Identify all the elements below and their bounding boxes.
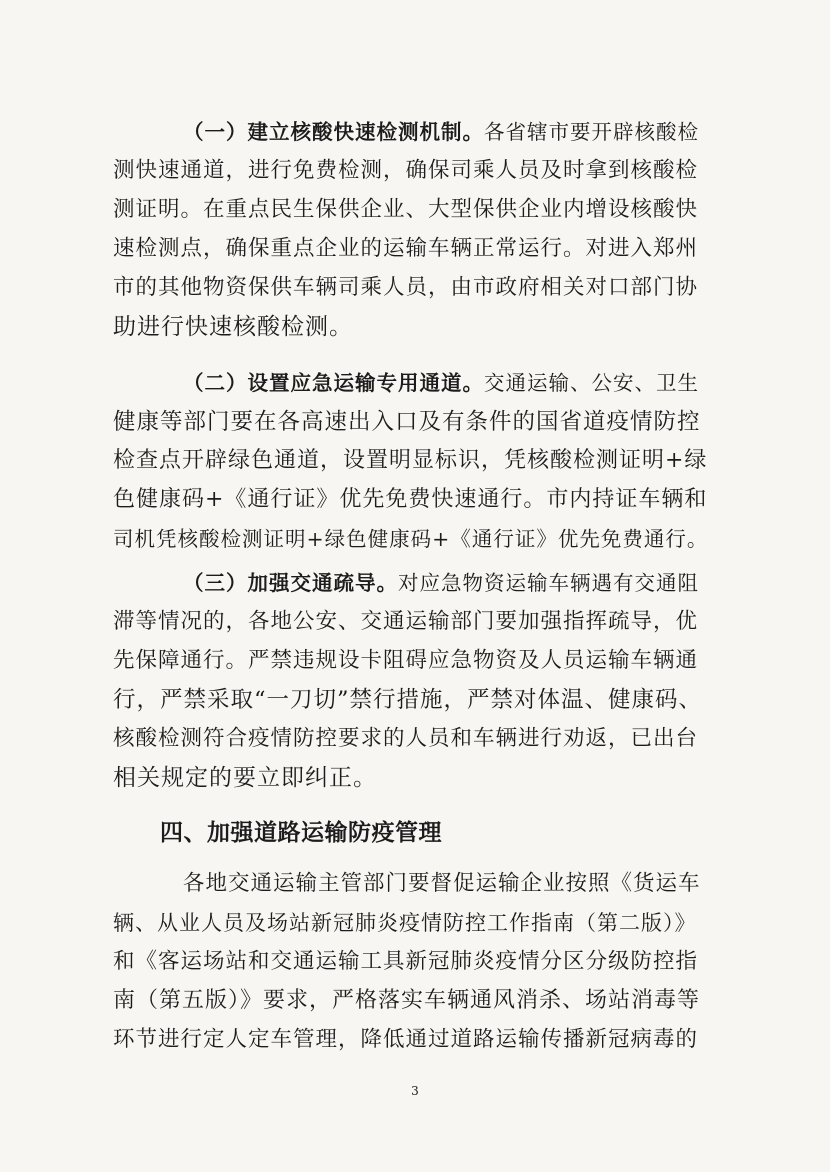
heading-text: 四、加强道路运输防疫管理 xyxy=(160,820,442,846)
paragraph-3-line-6 xyxy=(113,758,709,798)
line-text: 对应急物资运输车辆遇有交通阻 xyxy=(398,571,699,595)
line-text: 助进行快速核酸检测。 xyxy=(113,314,353,340)
paragraph-1-line-2 xyxy=(113,151,709,191)
line-text: 南（第五版）》要求，严格落实车辆通风消杀、场站消毒等 xyxy=(113,988,701,1013)
line-text: 色健康码+《通行证》优先免费快速通行。市内持证车辆和 xyxy=(113,487,708,512)
paragraph-1-line-3 xyxy=(113,190,709,230)
paragraph-3-line-5 xyxy=(113,719,709,759)
paragraph-2-line-3 xyxy=(113,441,709,481)
paragraph-4-line-5 xyxy=(113,1020,709,1060)
line-text: 和《客运场站和交通运输工具新冠肺炎疫情分区分级防控指 xyxy=(113,949,699,974)
paragraph-3-line-3 xyxy=(113,641,709,681)
line-text: 滞等情况的，各地公安、交通运输部门要加强指挥疏导，优 xyxy=(113,609,699,634)
paragraph-2-line-5 xyxy=(113,519,709,559)
line-text: 环节进行定人定车管理，降低通过道路运输传播新冠病毒的 xyxy=(113,1027,699,1052)
line-text: 速检测点，确保重点企业的运输车辆正常运行。对进入郑州 xyxy=(113,236,699,261)
line-text: 各地交通运输主管部门要督促运输企业按照《货运车 xyxy=(183,871,701,896)
paragraph-2-line-1 xyxy=(183,363,709,403)
paragraph-3-line-1 xyxy=(183,563,709,603)
section-2-title: （二）设置应急运输专用通道。 xyxy=(183,371,484,395)
paragraph-4-line-2 xyxy=(113,903,709,943)
paragraph-4-line-4 xyxy=(113,981,709,1021)
line-text: 测快速通道，进行免费检测，确保司乘人员及时拿到核酸检 xyxy=(113,158,699,183)
paragraph-2-line-2 xyxy=(113,402,709,442)
line-text: 检查点开辟绿色通道，设置明显标识，凭核酸检测证明+绿 xyxy=(113,448,708,473)
line-text: 相关规定的要立即纠正。 xyxy=(113,765,377,791)
line-text: 各省辖市要开辟核酸检 xyxy=(484,120,699,144)
paragraph-2-line-4 xyxy=(113,480,709,520)
paragraph-3-line-2 xyxy=(113,602,709,642)
line-text: 交通运输、公安、卫生 xyxy=(484,371,699,395)
line-text: 核酸检测符合疫情防控要求的人员和车辆进行劝返，已出台 xyxy=(113,726,699,751)
paragraph-3-line-4 xyxy=(113,680,709,720)
section-3-title: （三）加强交通疏导。 xyxy=(183,571,398,595)
line-text: 测证明。在重点民生保供企业、大型保供企业内增设核酸快 xyxy=(113,197,699,222)
paragraph-1-line-4 xyxy=(113,229,709,269)
paragraph-4-line-1 xyxy=(183,864,709,904)
line-text: 行，严禁采取“一刀切”禁行措施，严禁对体温、健康码、 xyxy=(113,687,703,713)
line-text: 司机凭核酸检测证明+绿色健康码+《通行证》优先免费通行。 xyxy=(113,527,709,551)
section-4-heading xyxy=(160,813,756,853)
line-text: 健康等部门要在各高速出入口及有条件的国省道疫情防控 xyxy=(113,409,701,435)
line-text: 先保障通行。严禁违规设卡阻碍应急物资及人员运输车辆通 xyxy=(113,648,699,673)
paragraph-4-line-3 xyxy=(113,942,709,982)
section-1-title: （一）建立核酸快速检测机制。 xyxy=(183,120,484,144)
paragraph-1-line-6 xyxy=(113,307,709,347)
paragraph-1-line-5 xyxy=(113,268,709,308)
paragraph-1-line-1 xyxy=(183,112,709,152)
line-text: 市的其他物资保供车辆司乘人员，由市政府相关对口部门协 xyxy=(113,275,699,300)
line-text: 辆、从业人员及场站新冠肺炎疫情防控工作指南（第二版）》 xyxy=(113,911,697,935)
page-number: 3 xyxy=(411,1084,419,1098)
